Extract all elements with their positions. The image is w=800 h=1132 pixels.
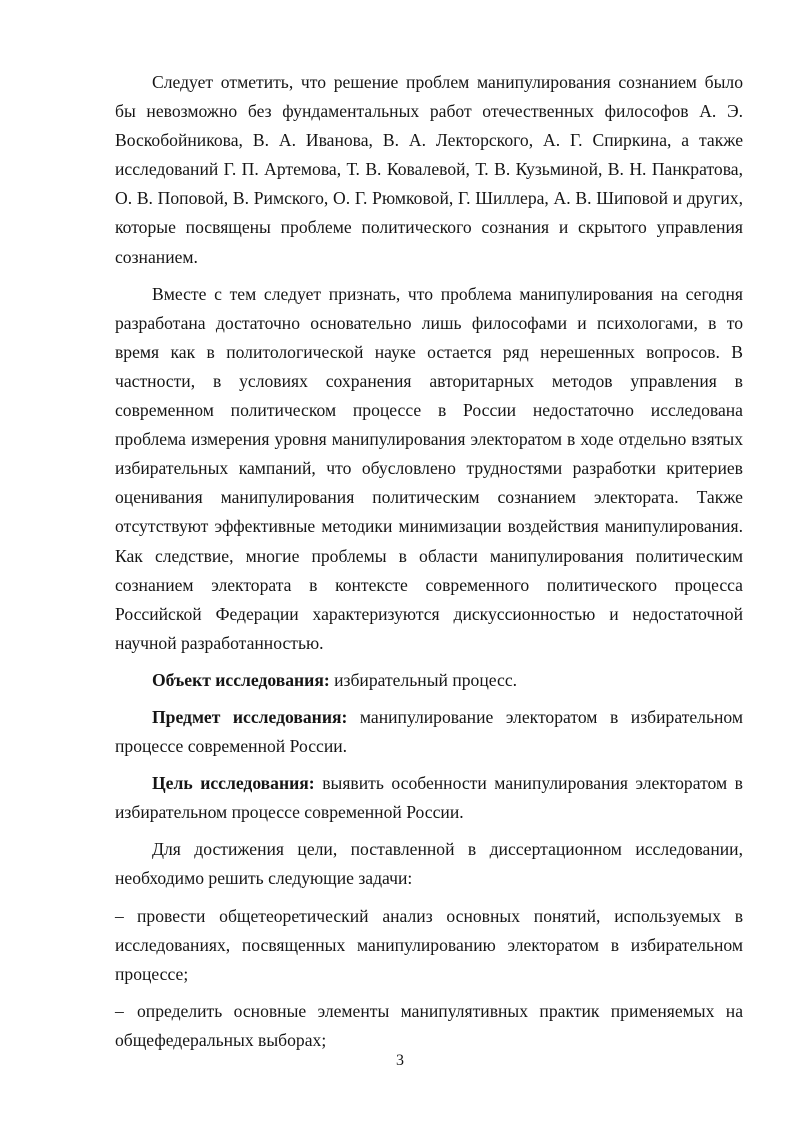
paragraph-philosophers: Следует отметить, что решение проблем манипулирования сознанием было бы невозможно без фундаментальных работ отечественных философов А. Э. Воскобойникова, В. А. Иванова, В. А. Лекторского, А. Г. Спиркина, а также исследований Г. П. Артемова, Т. В. Ковалевой, Т. В. Кузьминой, В. Н. Панкратова, О. В. Поповой, В. Римского, О. Г. Рюмковой, Г. Шиллера, А. В. Шиповой и других, которые посвящены проблеме политического сознания и скрытого управления сознанием. <box>115 72 743 267</box>
task-text: определить основные элементы манипулятивных практик применяемых на общефедеральных выборах; <box>115 1000 743 1050</box>
tasks-intro: Для достижения цели, поставленной в диссертационном исследовании, необходимо решить следующие задачи: <box>115 839 743 889</box>
paragraph-problem-statement: Вместе с тем следует признать, что проблема манипулирования на сегодня разработана достаточно основательно лишь философами и психологами, в то время как в политологической науке остается ряд нерешенных вопросов. В частности, в условиях сохранения авторитарных методов управления в современном политическом процессе в России недостаточно исследована проблема измерения уровня манипулирования электоратом в ходе отдельно взятых избирательных кампаний, что обусловлено трудностями разработки критериев оценивания манипулирования политическим сознанием электората. Также отсутствуют эффективные методики минимизации воздействия манипулирования. Как следствие, многие проблемы в области манипулирования политическим сознанием электората в контексте современного политического процесса Российской Федерации характеризуются дискуссионностью и недостаточной научной разработанностью. <box>115 283 743 653</box>
dash-bullet: – <box>115 905 124 926</box>
research-goal <box>115 769 743 827</box>
research-goal-label: Цель исследования: <box>152 773 315 794</box>
research-object-label: Объект исследования: <box>152 669 330 690</box>
page-body <box>115 68 743 1063</box>
research-goal-text: выявить особенности манипулирования электоратом в избирательном процессе современной России. <box>115 773 743 823</box>
research-object <box>115 666 743 695</box>
task-text: провести общетеоретический анализ основных понятий, используемых в исследованиях, посвященных манипулированию электоратом в избирательном процессе; <box>115 905 743 984</box>
research-subject-label: Предмет исследования: <box>152 706 348 727</box>
task-list-item <box>115 902 743 989</box>
task-list-item <box>115 997 743 1055</box>
research-subject-text: манипулирование электоратом в избирательном процессе современной России. <box>115 706 743 757</box>
research-subject <box>115 703 743 761</box>
dash-bullet: – <box>115 1000 124 1021</box>
research-object-text: избирательный процесс. <box>329 669 518 690</box>
page-number: 3 <box>396 1052 404 1069</box>
